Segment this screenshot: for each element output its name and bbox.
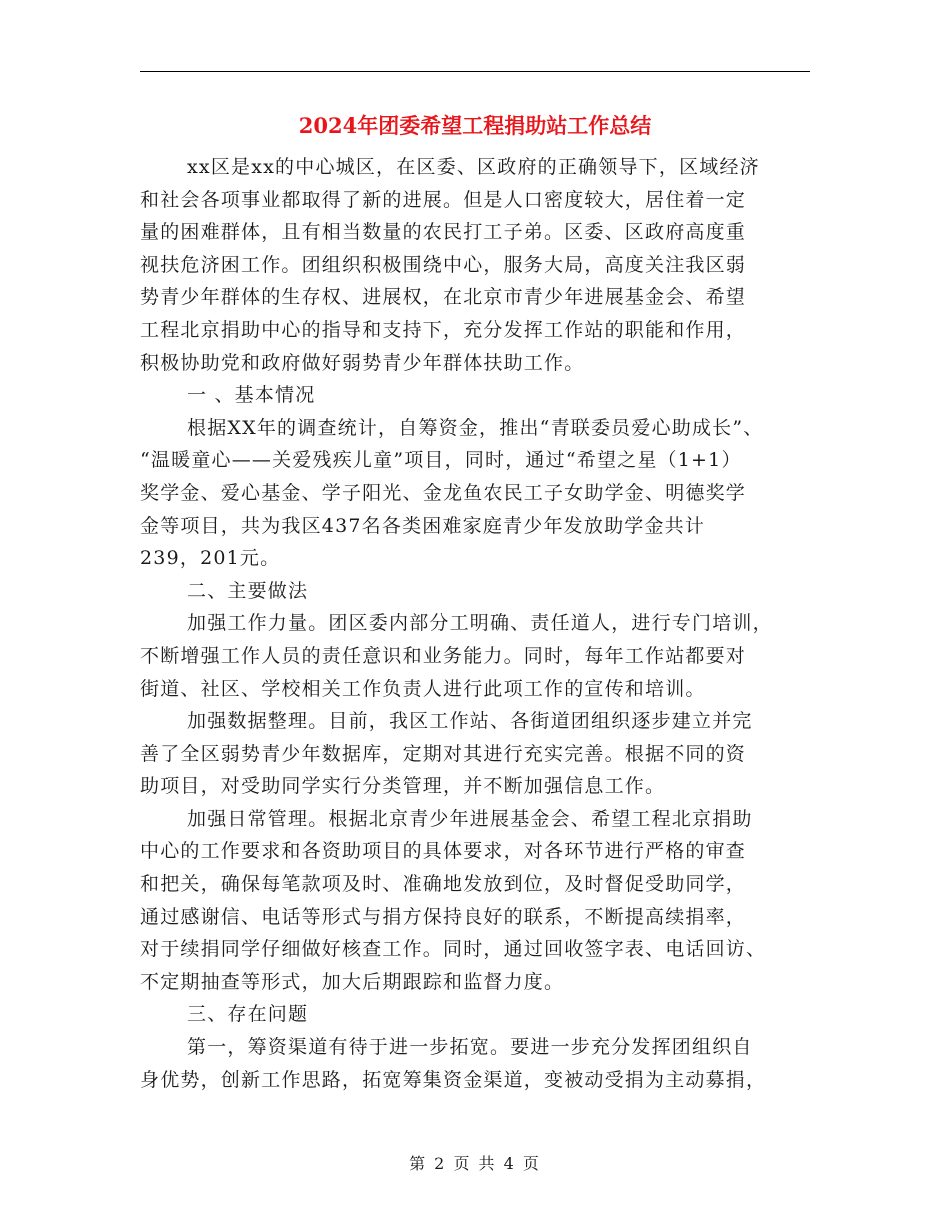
- body-line: 势青少年群体的生存权、进展权，在北京市青少年进展基金会、希望: [140, 286, 747, 309]
- body-line: 加强数据整理。目前，我区工作站、各街道团组织逐步建立并完: [187, 710, 753, 733]
- body-line: 不定期抽查等形式，加大后期跟踪和监督力度。: [140, 970, 565, 993]
- document-title: 2024年团委希望工程捐助站工作总结: [298, 113, 652, 138]
- body-line: 不断增强工作人员的责任意识和业务能力。同时，每年工作站都要对: [140, 644, 747, 667]
- body-line: 二、主要做法: [187, 579, 309, 602]
- body-line: 239，201元。: [140, 547, 281, 570]
- body-line: 第一，筹资渠道有待于进一步拓宽。要进一步充分发挥团组织自: [187, 1036, 753, 1059]
- body-line: 助项目，对受助同学实行分类管理，并不断加强信息工作。: [140, 775, 666, 798]
- body-line: 工程北京捐助中心的指导和支持下，充分发挥工作站的职能和作用，: [140, 318, 747, 341]
- body-line: 积极协助党和政府做好弱势青少年群体扶助工作。: [140, 351, 585, 374]
- body-line: 和社会各项事业都取得了新的进展。但是人口密度较大，居住着一定: [140, 188, 747, 211]
- body-line: 街道、社区、学校相关工作负责人进行此项工作的宣传和培训。: [140, 677, 706, 700]
- body-line: 奖学金、爱心基金、学子阳光、金龙鱼农民工子女助学金、明德奖学: [140, 481, 747, 504]
- body-line: 金等项目，共为我区437名各类困难家庭青少年发放助学金共计: [140, 514, 706, 537]
- body-line: “温暖童心——关爱残疾儿童”项目，同时，通过“希望之星（1+1）: [140, 449, 742, 472]
- header-rule: [140, 71, 810, 72]
- body-line: 视扶危济困工作。团组织积极围绕中心，服务大局，高度关注我区弱: [140, 253, 747, 276]
- body-line: xx区是xx的中心城区，在区委、区政府的正确领导下，区域经济: [187, 156, 760, 178]
- body-line: 三、存在问题: [187, 1003, 309, 1026]
- body-line: 身优势，创新工作思路，拓宽筹集资金渠道，变被动受捐为主动募捐，: [140, 1068, 767, 1091]
- document-body: [140, 151, 815, 1096]
- body-line: 善了全区弱势青少年数据库，定期对其进行充实完善。根据不同的资: [140, 742, 747, 765]
- body-line: 加强日常管理。根据北京青少年进展基金会、希望工程北京捐助: [187, 807, 753, 830]
- body-line: 对于续捐同学仔细做好核查工作。同时，通过回收签字表、电话回访、: [140, 938, 767, 961]
- page-number: 第 2 页 共 4 页: [409, 1154, 541, 1173]
- body-line: 加强工作力量。团区委内部分工明确、责任道人，进行专门培训，: [187, 612, 773, 635]
- body-line: 和把关，确保每笔款项及时、准确地发放到位，及时督促受助同学，: [140, 873, 747, 896]
- body-line: 通过感谢信、电话等形式与捐方保持良好的联系，不断提高续捐率，: [140, 905, 747, 928]
- body-line: 量的困难群体，且有相当数量的农民打工子弟。区委、区政府高度重: [140, 221, 747, 244]
- body-line: 一 、基本情况: [187, 384, 316, 407]
- body-line: 根据XX年的调查统计，自筹资金，推出“青联委员爱心助成长”、: [187, 416, 764, 439]
- body-line: 中心的工作要求和各资助项目的具体要求，对各环节进行严格的审查: [140, 840, 747, 863]
